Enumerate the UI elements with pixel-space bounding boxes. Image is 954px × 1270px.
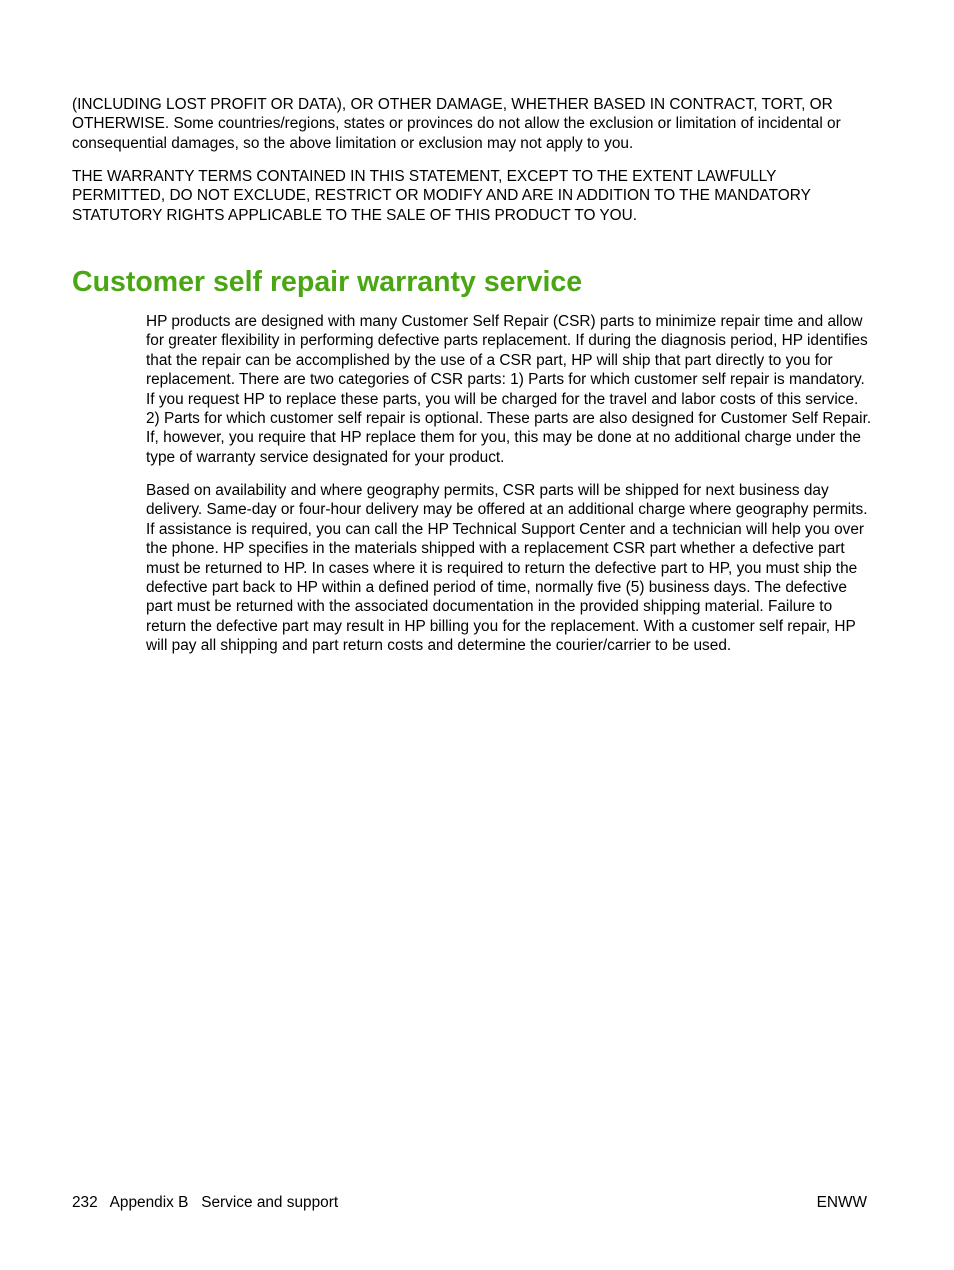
warranty-limitation-paragraph: (INCLUDING LOST PROFIT OR DATA), OR OTHER DAMAGE, WHETHER BASED IN CONTRACT, TORT, OR OTHERWISE. Some countries/regions, states or provinces do not allow the exclusion or limitation of incidental or consequential damages, so the above limitation or exclusion may not apply to you. [72,96,841,152]
footer-section-title: Appendix B Service and support [109,1194,339,1211]
page-footer-left [72,1193,338,1212]
page-number: 232 [72,1194,98,1211]
page-footer-right: ENWW [816,1194,867,1211]
section-heading: Customer self repair warranty service [72,266,583,298]
csr-delivery-paragraph: Based on availability and where geography permits, CSR parts will be shipped for next business day delivery. Same-day or four-hour delivery may be offered at an additional charge where geography permits. If assistance is required, you can call the HP Technical Support Center and a technician will help you over the phone. HP specifies in the materials shipped with a replacement CSR part whether a defective part must be returned to HP. In cases where it is required to return the defective part to HP, you must ship the defective part back to HP within a defined period of time, normally five (5) business days. The defective part must be returned with the associated documentation in the provided shipping material. Failure to return the defective part may result in HP billing you for the replacement. With a customer self repair, HP will pay all shipping and part return costs and determine the courier/carrier to be used. [146,482,868,655]
statutory-rights-paragraph: THE WARRANTY TERMS CONTAINED IN THIS STATEMENT, EXCEPT TO THE EXTENT LAWFULLY PERMITTED, DO NOT EXCLUDE, RESTRICT OR MODIFY AND ARE IN ADDITION TO THE MANDATORY STATUTORY RIGHTS APPLICABLE TO THE SALE OF THIS PRODUCT TO YOU. [72,168,811,224]
csr-parts-paragraph: HP products are designed with many Customer Self Repair (CSR) parts to minimize repair time and allow for greater flexibility in performing defective parts replacement. If during the diagnosis period, HP identifies that the repair can be accomplished by the use of a CSR part, HP will ship that part directly to you for replacement. There are two categories of CSR parts: 1) Parts for which customer self repair is mandatory. If you request HP to replace these parts, you will be charged for the travel and labor costs of this service. 2) Parts for which customer self repair is optional. These parts are also designed for Customer Self Repair. If, however, you require that HP replace them for you, this may be done at no additional charge under the type of warranty service designated for your product. [146,313,872,466]
